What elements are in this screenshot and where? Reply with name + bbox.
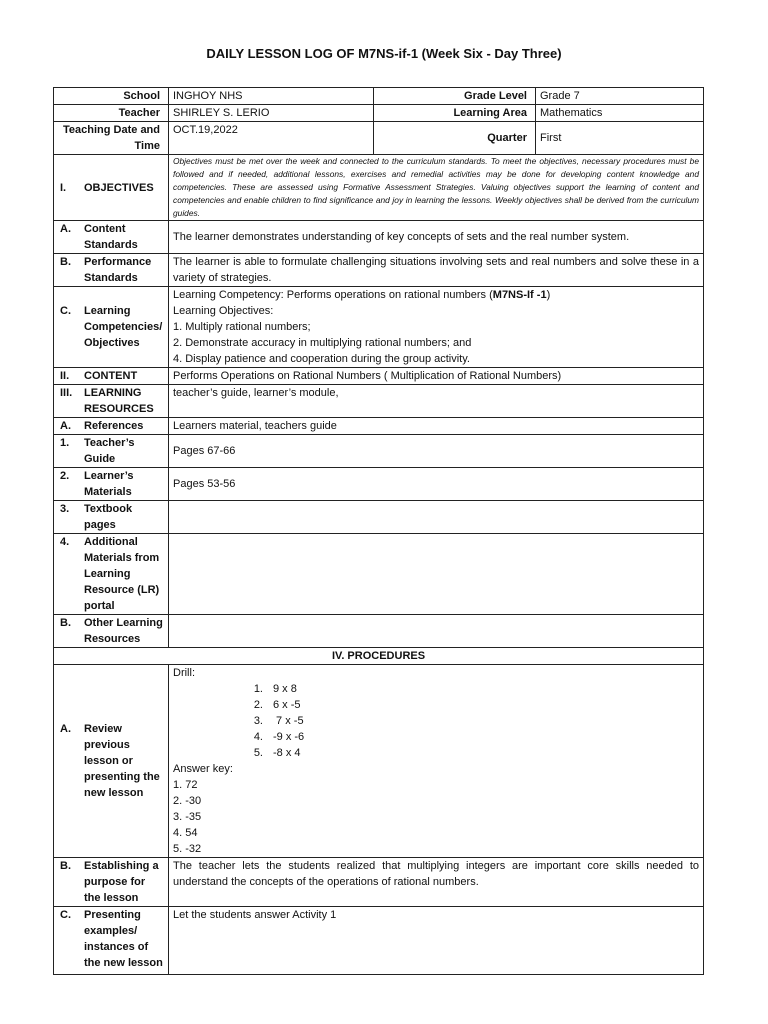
textbook-text — [169, 501, 704, 534]
other-resources-row — [54, 615, 704, 648]
school-value: INGHOY NHS — [169, 88, 374, 105]
additional-materials-row — [54, 534, 704, 615]
learning-resources-row — [54, 385, 704, 418]
presenting-row — [54, 907, 704, 975]
date-label: Teaching Date and Time — [54, 122, 169, 155]
answer-line: 2. -30 — [173, 795, 202, 807]
textbook-num: 3. — [60, 503, 70, 515]
answer-key-label: Answer key: — [173, 763, 233, 775]
objective-line: 2. Demonstrate accuracy in multiplying rational numbers; and — [173, 337, 472, 349]
competencies-label: Learning Competencies/ Objectives — [84, 305, 163, 349]
review-body — [169, 665, 704, 858]
drill-item: 4. -9 x -6 — [253, 731, 305, 743]
presenting-label: Presenting examples/ instances of the new lesson — [84, 909, 163, 969]
grade-level-value: Grade 7 — [536, 88, 704, 105]
competency-prefix: Learning Competency: Performs operations on rational numbers ( — [173, 289, 493, 301]
content-text: Performs Operations on Rational Numbers ( Multiplication of Rational Numbers) — [169, 368, 704, 385]
lesson-log-table — [53, 87, 704, 975]
procedures-heading-row — [54, 648, 704, 665]
purpose-label: Establishing a purpose for the lesson — [84, 860, 159, 904]
answer-line: 4. 54 — [173, 827, 198, 839]
date-row — [54, 122, 704, 155]
date-value: OCT.19,2022 — [169, 122, 374, 155]
objectives-row — [54, 155, 704, 221]
teachers-guide-label: Teacher’s Guide — [84, 437, 135, 465]
other-resources-label: Other Learning Resources — [84, 617, 163, 645]
teachers-guide-num: 1. — [60, 437, 70, 449]
content-standards-row — [54, 221, 704, 254]
objectives-note: Objectives must be met over the week and connected to the curriculum standards. To meet the objectives, necessary procedures must be followed and if needed, additional lessons, exercises and remedial activities may be done for developing content knowledge and competencies. These are assessed using Formative Assessment Strategies. Valuing objectives support the learning of content and competencies and enable children to find significance and joy in learning the lessons. Weekly objectives shall be derived from the curriculum guides. — [169, 155, 704, 221]
learners-materials-num: 2. — [60, 470, 70, 482]
content-standards-text: The learner demonstrates understanding of key concepts of sets and the real number system. — [169, 221, 704, 254]
answer-line: 5. -32 — [173, 843, 202, 855]
content-standards-num: A. — [60, 223, 71, 235]
presenting-text: Let the students answer Activity 1 — [169, 907, 704, 975]
school-row — [54, 88, 704, 105]
learning-competency-line — [173, 287, 699, 303]
performance-standards-num: B. — [60, 256, 71, 268]
learning-resources-label: LEARNING RESOURCES — [84, 387, 154, 415]
other-resources-text — [169, 615, 704, 648]
purpose-num: B. — [60, 860, 71, 872]
teacher-row — [54, 105, 704, 122]
drill-label: Drill: — [173, 667, 195, 679]
objectives-num: I. — [60, 181, 67, 194]
drill-item: 5. -8 x 4 — [253, 747, 301, 759]
textbook-row — [54, 501, 704, 534]
performance-standards-row — [54, 254, 704, 287]
purpose-row — [54, 858, 704, 907]
review-num: A. — [60, 723, 71, 735]
learning-resources-num: III. — [60, 387, 73, 399]
review-row — [54, 665, 704, 858]
content-num: II. — [60, 370, 70, 382]
learning-area-label: Learning Area — [374, 105, 536, 122]
additional-text — [169, 534, 704, 615]
answer-line: 3. -35 — [173, 811, 202, 823]
textbook-label: Textbook pages — [84, 503, 133, 531]
quarter-value: First — [536, 122, 704, 155]
references-num: A. — [60, 420, 71, 432]
procedures-heading: IV. PROCEDURES — [54, 648, 704, 665]
answer-line: 1. 72 — [173, 779, 198, 791]
learning-objectives-heading: Learning Objectives: — [173, 305, 274, 317]
performance-standards-text: The learner is able to formulate challenging situations involving sets and real numbers and solve these in a variety of strategies. — [169, 254, 704, 287]
grade-level-label: Grade Level — [374, 88, 536, 105]
purpose-text: The teacher lets the students realized that multiplying integers are important core skills needed to understand the concepts of the operations of rational numbers. — [169, 858, 704, 907]
drill-item: 3. 7 x -5 — [253, 715, 304, 727]
review-label: Review previous lesson or presenting the new lesson — [84, 723, 160, 799]
learners-materials-text: Pages 53-56 — [169, 468, 704, 501]
references-text: Learners material, teachers guide — [169, 418, 704, 435]
additional-num: 4. — [60, 536, 70, 548]
objective-line: 1. Multiply rational numbers; — [173, 321, 311, 333]
content-standards-label: Content Standards — [84, 223, 138, 251]
presenting-num: C. — [60, 909, 71, 921]
learners-materials-label: Learner’s Materials — [84, 470, 134, 498]
teacher-label: Teacher — [54, 105, 169, 122]
teachers-guide-row — [54, 435, 704, 468]
references-label: References — [84, 420, 144, 432]
content-row — [54, 368, 704, 385]
page-title: DAILY LESSON LOG OF M7NS-if-1 (Week Six - Day Three) — [206, 46, 562, 61]
performance-standards-label: Performance Standards — [84, 256, 152, 284]
competencies-row — [54, 287, 704, 368]
drill-item: 1. 9 x 8 — [253, 683, 297, 695]
competency-suffix: ) — [546, 289, 551, 301]
objective-line: 4. Display patience and cooperation during the group activity. — [173, 353, 470, 365]
teacher-value: SHIRLEY S. LERIO — [169, 105, 374, 122]
quarter-label: Quarter — [374, 122, 536, 155]
references-row — [54, 418, 704, 435]
teachers-guide-text: Pages 67-66 — [169, 435, 704, 468]
other-resources-num: B. — [60, 617, 71, 629]
competencies-body — [169, 287, 704, 368]
competency-code: M7NS-If -1 — [492, 289, 547, 301]
school-label: School — [54, 88, 169, 105]
learning-area-value: Mathematics — [536, 105, 704, 122]
objectives-label: OBJECTIVES — [84, 181, 154, 194]
competencies-num: C. — [60, 305, 71, 317]
learners-materials-row — [54, 468, 704, 501]
drill-item: 2. 6 x -5 — [253, 699, 301, 711]
learning-resources-text: teacher’s guide, learner’s module, — [169, 385, 704, 418]
content-label: CONTENT — [84, 370, 138, 382]
additional-label: Additional Materials from Learning Resource (LR) portal — [84, 536, 160, 612]
